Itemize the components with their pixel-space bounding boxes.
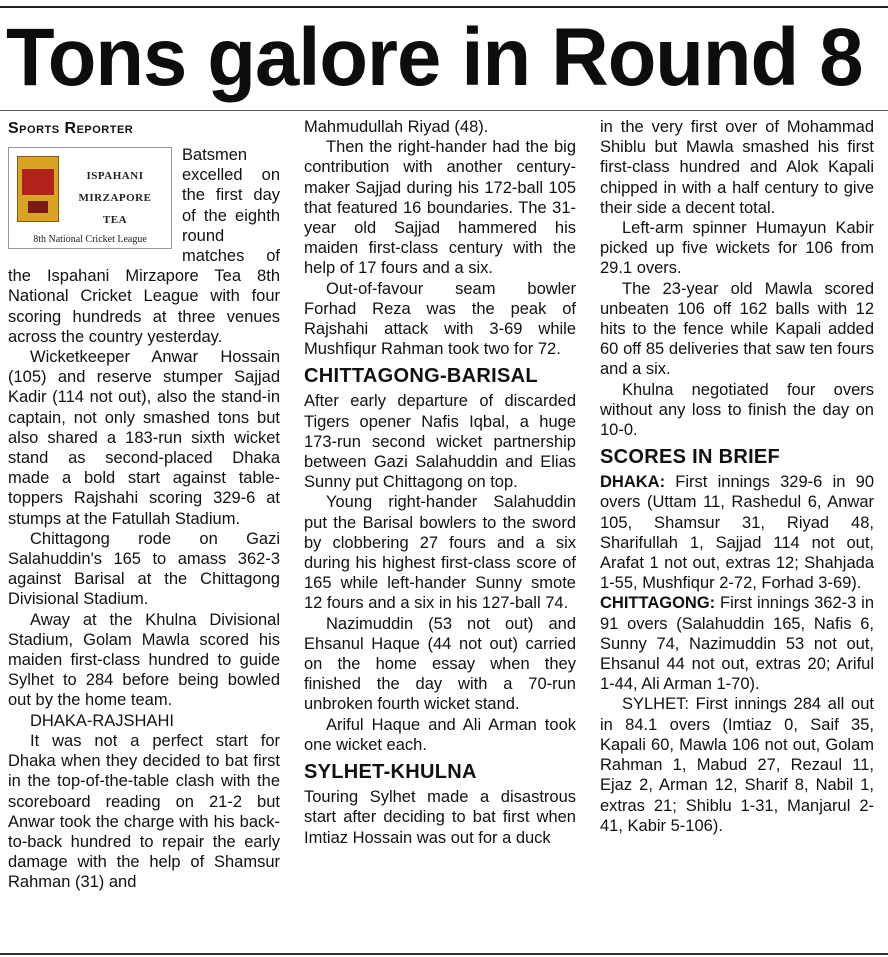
paragraph: The 23-year old Mawla scored unbeaten 106 off 162 balls with 12 hits to the fence while Kapali added 60 off 85 deliveries that saw ten fours and a six. [600,279,874,379]
column-1 [8,117,280,927]
paragraph: It was not a perfect start for Dhaka when they decided to bat first in the top-of-the-table clash with the scoreboard reading on 21-2 but Anwar took the charge with his back-to-back hundred to repair the early damage with the help of Shamsur Rahman (31) and [8,731,280,892]
paragraph: Young right-hander Salahuddin put the Barisal bowlers to the sword by clobbering 27 fours and a six during his highest first-class score of 165 while left-hander Sunny smote 12 fours and a six in his 127-ball 74. [304,493,576,613]
paragraph: Chittagong rode on Gazi Salahuddin's 165 to amass 362-3 against Barisal at the Chittagong Divisional Stadium. [8,529,280,609]
score-text: First innings 362-3 in 91 overs (Salahuddin 165, Nafis 6, Sunny 74, Nazimuddin 53 not out, Ehsanul 44 not out, extras 20; Ariful 1-44, Ali Arman 1-70). [600,594,874,694]
score-dhaka [600,472,874,593]
section-heading-chittagong-barisal: CHITTAGONG-BARISAL [304,365,538,388]
bottom-rule [0,953,888,955]
section-heading-sylhet-khulna: SYLHET-KHULNA [304,761,477,784]
column-3 [600,117,874,927]
paragraph: Khulna negotiated four overs without any loss to finish the day on 10-0. [600,380,874,440]
logo-line-3: TEA [102,214,128,226]
score-team-label: CHITTAGONG: [600,594,716,613]
score-text: First innings 329-6 in 90 overs (Uttam 11, Rashedul 6, Anwar 105, Shamsur 31, Riyad 48, Sharifullah 1, Sajjad 114 not out, Arafat 1 not out, extras 12; Shahjada 1-55, Mushfiqur 2-72, Forhad 3-69). [600,473,874,593]
paragraph: Touring Sylhet made a disastrous start after deciding to bat first when Imtiaz Hossain was out for a duck [304,788,576,847]
paragraph: Then the right-hander had the big contribution with another century-maker Sajjad during his 172-ball 105 that featured 16 boundaries. The 31-year old Sajjad hammered his maiden first-class century with the help of 17 fours and a six. [304,138,576,278]
byline: Sports Reporter [8,120,134,137]
paragraph: in the very first over of Mohammad Shiblu but Mawla smashed his first first-class hundred and Alok Kapali chipped in with a half century to give their side a decent total. [600,118,874,217]
subheading-dhaka-rajshahi: DHAKA-RAJSHAHI [30,711,174,730]
score-chittagong [600,593,874,694]
logo-line-1: ISPAHANI [86,170,144,182]
ispahani-logo [8,147,172,249]
score-team-label: DHAKA: [600,473,666,492]
logo-line-4: 8th National Cricket League [33,234,147,245]
paragraph: Mahmudullah Riyad (48). [304,118,489,136]
paragraph: Ariful Haque and Ali Arman took one wicket each. [304,715,576,754]
paragraph: Batsmen excelled on the first day of the eighth round matches of the Ispahani Mirzapore Tea 8th National Cricket League with four scoring hundreds at three venues across the country yesterday. [8,146,280,346]
paragraph: After early departure of discarded Tigers opener Nafis Iqbal, a huge 173-run second wicket partnership between Gazi Salahuddin and Elias Sunny put Chittagong on top. [304,392,576,492]
section-heading-scores-in-brief: SCORES IN BRIEF [600,446,781,469]
headline: Tons galore in Round 8 [6,12,863,103]
column-2 [304,117,576,927]
headline-rule [0,110,888,111]
logo-line-2: MIRZAPORE [78,192,152,204]
paragraph: Out-of-favour seam bowler Forhad Reza was the peak of Rajshahi attack with 3-69 while Mushfiqur Rahman took two for 72. [304,279,576,359]
score-sylhet: SYLHET: First innings 284 all out in 84.1 overs (Imtiaz 0, Saif 35, Kapali 60, Mawla 106 not out, Golam Rahman 1, Mabud 27, Rezaul 11, Ejaz 2, Arman 12, Sharif 8, Nabil 1, extras 21; Shiblu 1-31, Manjarul 2-41, Kabir 5-106). [600,695,874,835]
tea-pack-icon [17,156,59,222]
paragraph: Nazimuddin (53 not out) and Ehsanul Haque (44 not out) carried on the home essay when they finished the day with a 70-run unbroken fourth wicket stand. [304,614,576,714]
paragraph: Wicketkeeper Anwar Hossain (105) and reserve stumper Sajjad Kadir (114 not out), also the stand-in captain, not only smashed tons but also shared a 183-run sixth wicket stand as second-placed Dhaka made a bold start against table-toppers Rajshahi scoring 329-6 at stumps at the Fatullah Stadium. [8,348,280,528]
paragraph: Left-arm spinner Humayun Kabir picked up five wickets for 106 from 29.1 overs. [600,219,874,278]
paragraph: Away at the Khulna Divisional Stadium, Golam Mawla scored his maiden first-class hundred to guide Sylhet to 284 before being bowled out by the home team. [8,610,280,710]
